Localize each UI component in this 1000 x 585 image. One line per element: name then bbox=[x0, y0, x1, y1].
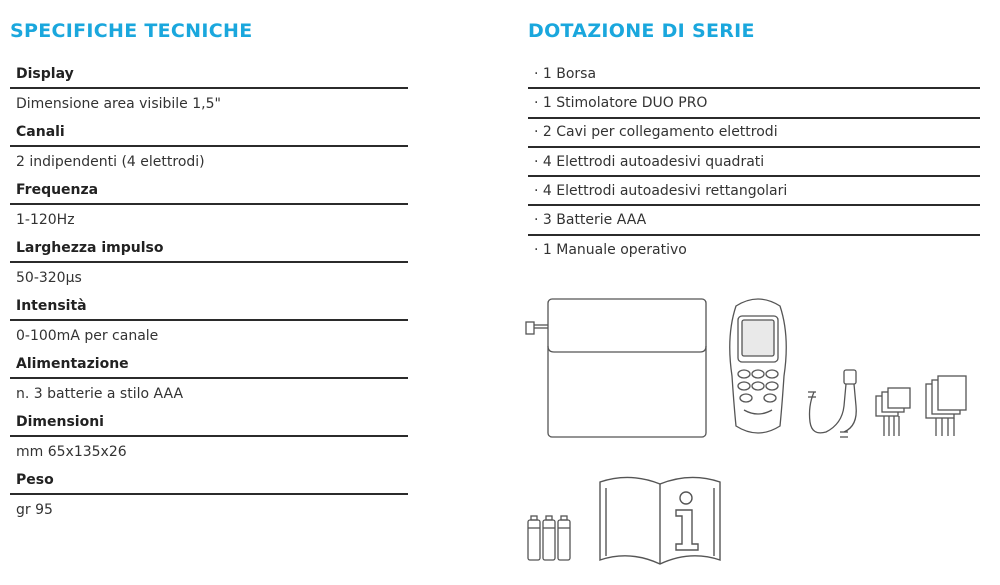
spec-value: mm 65x135x26 bbox=[16, 443, 127, 460]
kit-item: · 4 Elettrodi autoadesivi quadrati bbox=[528, 148, 980, 177]
electrode-icon bbox=[922, 372, 974, 440]
cable-icon bbox=[804, 366, 866, 444]
bag-icon bbox=[520, 296, 712, 441]
specs-title: SPECIFICHE TECNICHE bbox=[10, 20, 253, 42]
kit-item: · 2 Cavi per collegamento elettrodi bbox=[528, 119, 980, 148]
kit-item: · 1 Borsa bbox=[528, 60, 980, 89]
spec-label: Larghezza impulso bbox=[10, 234, 408, 263]
spec-value: 2 indipendenti (4 elettrodi) bbox=[16, 153, 205, 170]
spec-value: 1-120Hz bbox=[16, 211, 75, 228]
spec-label: Peso bbox=[10, 466, 408, 495]
spec-label: Alimentazione bbox=[10, 350, 408, 379]
spec-label: Dimensioni bbox=[10, 408, 408, 437]
spec-value: 0-100mA per canale bbox=[16, 327, 159, 344]
electrode-icon bbox=[872, 382, 916, 440]
stimulator-icon bbox=[722, 296, 794, 438]
spec-label: Frequenza bbox=[10, 176, 408, 205]
spec-label: Display bbox=[10, 60, 408, 89]
kit-item: · 4 Elettrodi autoadesivi rettangolari bbox=[528, 177, 980, 206]
manual-icon bbox=[596, 472, 724, 568]
kit-item: · 3 Batterie AAA bbox=[528, 206, 980, 235]
spec-value: Dimensione area visibile 1,5" bbox=[16, 95, 221, 112]
battery-icon bbox=[524, 512, 576, 564]
spec-label: Canali bbox=[10, 118, 408, 147]
standard-kit-list bbox=[528, 60, 980, 265]
specs-table bbox=[10, 60, 408, 524]
kit-item: · 1 Manuale operativo bbox=[534, 242, 687, 259]
kit-item: · 1 Stimolatore DUO PRO bbox=[528, 89, 980, 118]
spec-value: gr 95 bbox=[16, 501, 53, 518]
spec-value: n. 3 batterie a stilo AAA bbox=[16, 385, 184, 402]
spec-value: 50-320µs bbox=[16, 269, 82, 286]
standard-kit-title: DOTAZIONE DI SERIE bbox=[528, 20, 755, 42]
spec-label: Intensità bbox=[10, 292, 408, 321]
